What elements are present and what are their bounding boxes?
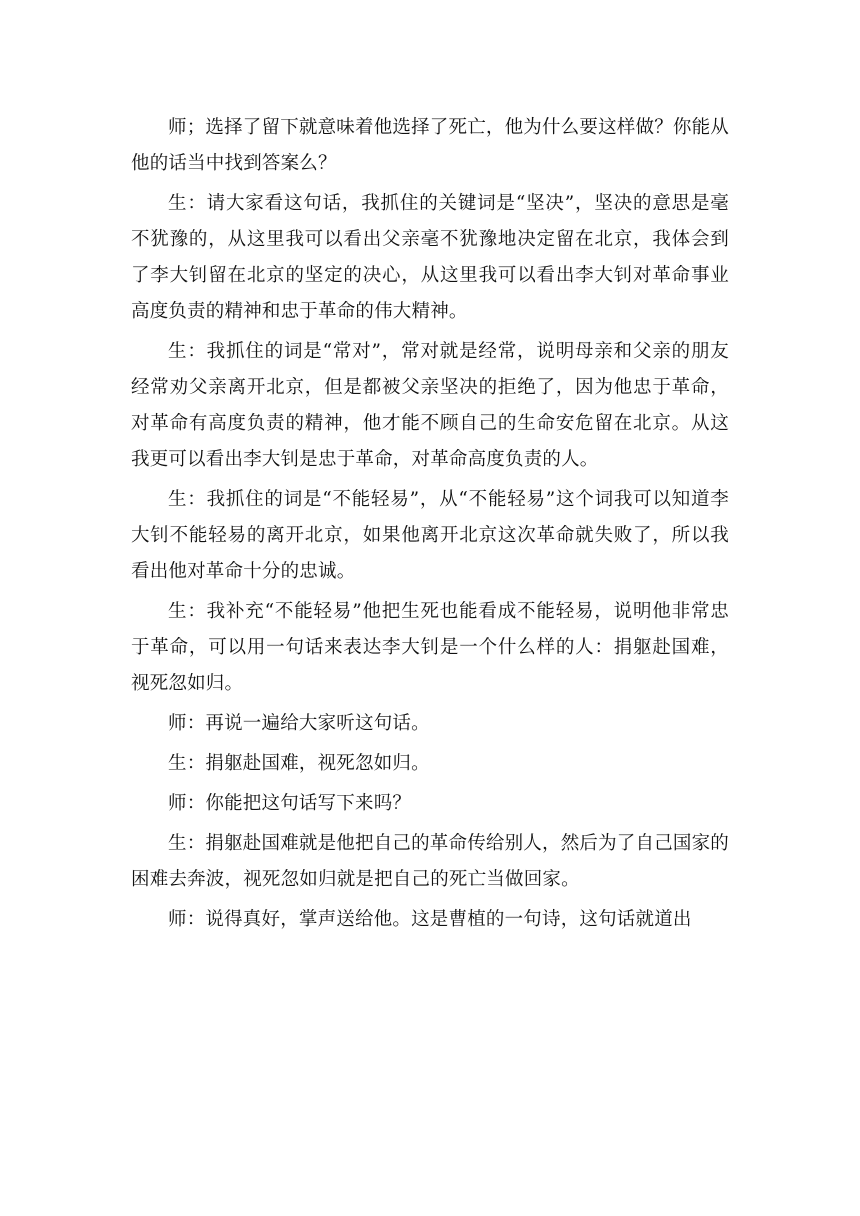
paragraph-student-bunengqingyi: 生：我抓住的词是“不能轻易”，从“不能轻易”这个词我可以知道李大钊不能轻易的离开北京，如果他离开北京这次革命就失败了，所以我看出他对革命十分的忠诚。	[131, 489, 729, 582]
paragraph-student-poem: 生：捐躯赴国难，视死忽如归。	[168, 753, 430, 774]
paragraph-student-jianjue: 生：请大家看这句话，我抓住的关键词是“坚决”，坚决的意思是毫不犹豫的，从这里我可以看出父亲毫不犹豫地决定留在北京，我体会到了李大钊留在北京的坚定的决心，从这里我可以看出李大钊对革命事业高度负责的精神和忠于革命的伟大精神。	[131, 193, 729, 322]
paragraph-teacher-write: 师：你能把这句话写下来吗？	[168, 793, 412, 814]
paragraph-teacher-question: 师；选择了留下就意味着他选择了死亡，他为什么要这样做？你能从他的话当中找到答案么？	[131, 117, 730, 174]
paragraph-teacher-praise: 师：说得真好，掌声送给他。这是曹植的一句诗，这句话就道出	[168, 909, 692, 930]
paragraph-student-supplement: 生：我补充“不能轻易”他把生死也能看成不能轻易，说明他非常忠于革命，可以用一句话来表达李大钊是一个什么样的人：捐躯赴国难，视死忽如归。	[131, 601, 729, 694]
paragraph-teacher-repeat: 师：再说一遍给大家听这句话。	[168, 713, 430, 734]
paragraph-student-explain: 生：捐躯赴国难就是他把自己的革命传给别人，然后为了自己国家的困难去奔波，视死忽如归就是把自己的死亡当做回家。	[131, 833, 730, 890]
paragraph-student-changdui: 生：我抓住的词是“常对”，常对就是经常，说明母亲和父亲的朋友经常劝父亲离开北京，但是都被父亲坚决的拒绝了，因为他忠于革命，对革命有高度负责的精神，他才能不顾自己的生命安危留在北京。从这我更可以看出李大钊是忠于革命，对革命高度负责的人。	[131, 341, 729, 470]
document-body	[131, 110, 729, 942]
